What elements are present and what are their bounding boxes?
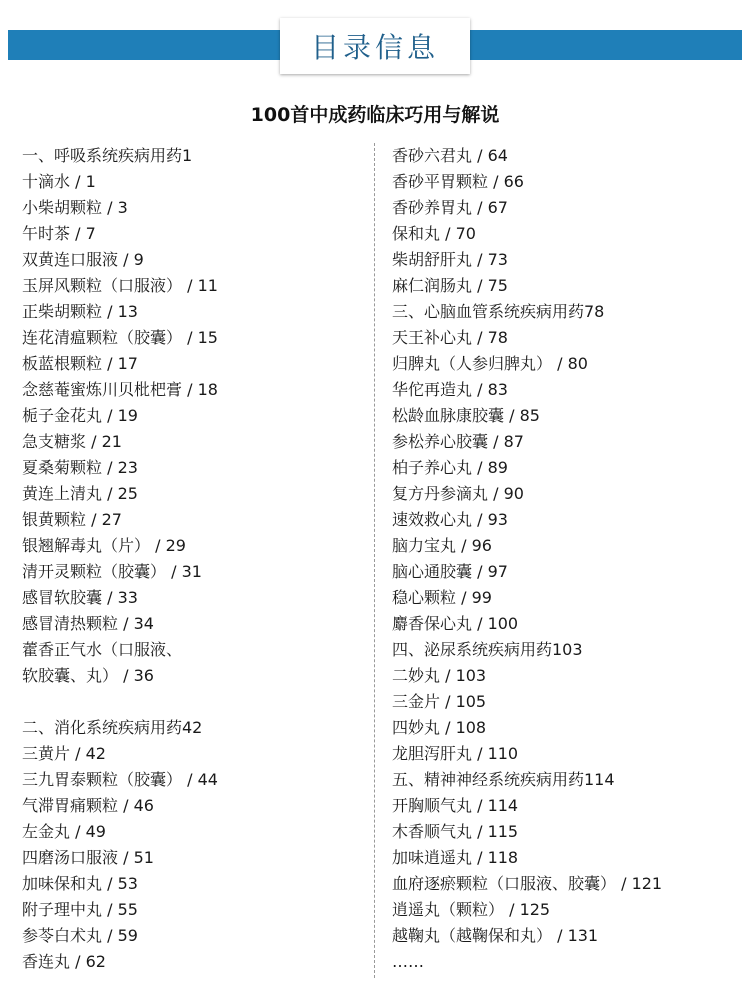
toc-entry: 黄连上清丸 / 25 bbox=[22, 484, 138, 503]
toc-entry: 香连丸 / 62 bbox=[22, 952, 106, 971]
banner-title: 目录信息 bbox=[310, 31, 439, 64]
toc-entry: 附子理中丸 / 55 bbox=[22, 900, 138, 919]
toc-entry: 香砂养胃丸 / 67 bbox=[392, 198, 508, 217]
toc-entry: 复方丹参滴丸 / 90 bbox=[392, 484, 524, 503]
toc-entry: 板蓝根颗粒 / 17 bbox=[22, 354, 138, 373]
toc-entry: 午时茶 / 7 bbox=[22, 224, 96, 243]
toc-entry: 感冒软胶囊 / 33 bbox=[22, 588, 138, 607]
book-title: 100首中成药临床巧用与解说 bbox=[250, 104, 500, 126]
toc-entry: 栀子金花丸 / 19 bbox=[22, 406, 138, 425]
toc-entry: 气滞胃痛颗粒 / 46 bbox=[22, 796, 154, 815]
toc-entry: 脑力宝丸 / 96 bbox=[392, 536, 492, 555]
toc-entry: 左金丸 / 49 bbox=[22, 822, 106, 841]
toc-entry: 藿香正气水（口服液、 bbox=[22, 640, 183, 659]
toc-entry: 一、呼吸系统疾病用药1 bbox=[22, 146, 193, 165]
toc-entry: 松龄血脉康胶囊 / 85 bbox=[392, 406, 540, 425]
toc-entry: 二、消化系统疾病用药42 bbox=[22, 718, 203, 737]
toc-entry: 连花清瘟颗粒（胶囊） / 15 bbox=[22, 328, 218, 347]
toc-entry: 四、泌尿系统疾病用药103 bbox=[392, 640, 583, 659]
toc-left-column bbox=[22, 143, 377, 975]
toc-entry: 念慈菴蜜炼川贝枇杷膏 / 18 bbox=[22, 380, 218, 399]
toc-entry: 脑心通胶囊 / 97 bbox=[392, 562, 508, 581]
toc-entry: 感冒清热颗粒 / 34 bbox=[22, 614, 154, 633]
toc-spacer bbox=[22, 689, 377, 715]
toc-entry: 清开灵颗粒（胶囊） / 31 bbox=[22, 562, 202, 581]
toc-entry: 血府逐瘀颗粒（口服液、胶囊） / 121 bbox=[392, 874, 663, 893]
toc-entry: 保和丸 / 70 bbox=[392, 224, 476, 243]
toc-entry: 参苓白术丸 / 59 bbox=[22, 926, 138, 945]
toc-entry: 三九胃泰颗粒（胶囊） / 44 bbox=[22, 770, 218, 789]
toc-entry: 正柴胡颗粒 / 13 bbox=[22, 302, 138, 321]
toc-entry: 柴胡舒肝丸 / 73 bbox=[392, 250, 508, 269]
toc-entry: 逍遥丸（颗粒） / 125 bbox=[392, 900, 551, 919]
toc-entry: 三、心脑血管系统疾病用药78 bbox=[392, 302, 605, 321]
toc-entry: 香砂六君丸 / 64 bbox=[392, 146, 508, 165]
toc-entry: 归脾丸（人参归脾丸） / 80 bbox=[392, 354, 588, 373]
toc-entry: 稳心颗粒 / 99 bbox=[392, 588, 492, 607]
toc-entry: 银翘解毒丸（片） / 29 bbox=[22, 536, 186, 555]
toc-entry: 速效救心丸 / 93 bbox=[392, 510, 508, 529]
toc-entry: 香砂平胃颗粒 / 66 bbox=[392, 172, 524, 191]
toc-entry: 玉屏风颗粒（口服液） / 11 bbox=[22, 276, 218, 295]
toc-entry: 柏子养心丸 / 89 bbox=[392, 458, 508, 477]
toc-entry: 夏桑菊颗粒 / 23 bbox=[22, 458, 138, 477]
toc-entry: 急支糖浆 / 21 bbox=[22, 432, 122, 451]
toc-entry: 四磨汤口服液 / 51 bbox=[22, 848, 154, 867]
toc-entry: 龙胆泻肝丸 / 110 bbox=[392, 744, 519, 763]
toc-entry: 双黄连口服液 / 9 bbox=[22, 250, 144, 269]
toc-entry: 银黄颗粒 / 27 bbox=[22, 510, 122, 529]
toc-entry: 小柴胡颗粒 / 3 bbox=[22, 198, 128, 217]
toc-entry: 软胶囊、丸） / 36 bbox=[22, 666, 154, 685]
toc-right-column bbox=[392, 143, 747, 975]
toc-entry: 越鞠丸（越鞠保和丸） / 131 bbox=[392, 926, 599, 945]
toc-entry: 华佗再造丸 / 83 bbox=[392, 380, 508, 399]
toc-entry: 加味保和丸 / 53 bbox=[22, 874, 138, 893]
toc-entry: 加味逍遥丸 / 118 bbox=[392, 848, 519, 867]
toc-entry: 三黄片 / 42 bbox=[22, 744, 106, 763]
column-divider bbox=[374, 143, 375, 978]
toc-entry: 开胸顺气丸 / 114 bbox=[392, 796, 519, 815]
toc-entry: 参松养心胶囊 / 87 bbox=[392, 432, 524, 451]
toc-entry: 三金片 / 105 bbox=[392, 692, 487, 711]
toc-entry: 四妙丸 / 108 bbox=[392, 718, 487, 737]
toc-entry: 天王补心丸 / 78 bbox=[392, 328, 508, 347]
toc-entry: 二妙丸 / 103 bbox=[392, 666, 487, 685]
toc-entry: 麻仁润肠丸 / 75 bbox=[392, 276, 508, 295]
toc-entry: 五、精神神经系统疾病用药114 bbox=[392, 770, 615, 789]
toc-entry: …… bbox=[392, 952, 424, 971]
banner-box bbox=[280, 18, 470, 74]
toc-entry: 十滴水 / 1 bbox=[22, 172, 96, 191]
toc-entry: 木香顺气丸 / 115 bbox=[392, 822, 519, 841]
toc-entry: 麝香保心丸 / 100 bbox=[392, 614, 519, 633]
